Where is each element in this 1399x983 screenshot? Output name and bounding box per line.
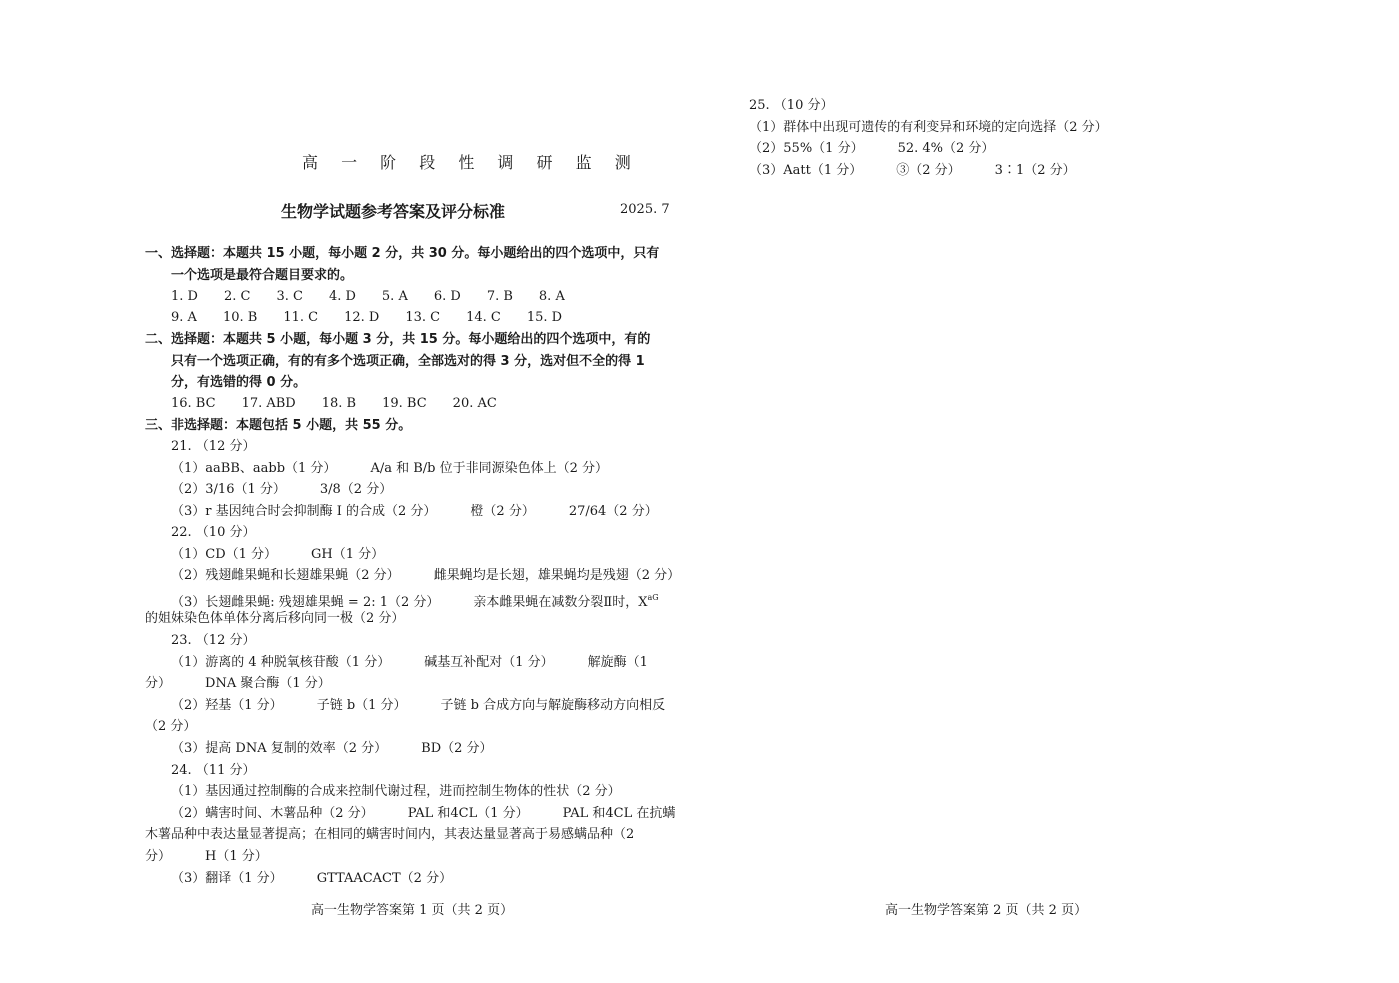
answer-item: 4. D: [328, 289, 356, 304]
answer-part: 子链 b（1 分）: [316, 698, 407, 713]
question-25-head: 25. （10 分）: [749, 98, 834, 113]
answer-row: [171, 396, 497, 412]
answer-part: 解旋酶（1: [587, 655, 648, 670]
answer-line-cont: 木薯品种中表达量显著提高；在相同的螨害时间内，其表达量显著高于易感螨品种（2: [145, 827, 635, 842]
answer-line-cont: 的姐妹染色体单体分离后移向同一极（2 分）: [145, 611, 405, 626]
answer-part: 分）: [145, 676, 172, 691]
answer-line: [171, 698, 665, 714]
answer-part: PAL 和4CL（1 分）: [407, 806, 529, 821]
page-footer-left: 高一生物学答案第 1 页（共 2 页）: [311, 903, 514, 918]
answer-part: （3）Aatt（1 分）: [749, 163, 863, 178]
answer-line: [171, 741, 493, 757]
answer-line: [171, 547, 384, 563]
answer-part: 3∶1（2 分）: [994, 163, 1076, 178]
answer-part: BD（2 分）: [421, 741, 493, 756]
answer-item: 18. B: [321, 396, 357, 411]
answer-item: 13. C: [405, 310, 441, 325]
answer-part: GTTAACACT（2 分）: [316, 871, 453, 886]
answer-line-cont: （2 分）: [145, 719, 197, 734]
answer-part: （3）提高 DNA 复制的效率（2 分）: [171, 741, 388, 756]
answer-part: （2）残翅雌果蝇和长翅雄果蝇（2 分）: [171, 568, 400, 583]
answer-part: 分）: [145, 849, 172, 864]
answer-item: 16. BC: [171, 396, 216, 411]
answer-part: （2）螨害时间、木薯品种（2 分）: [171, 806, 374, 821]
answer-part: GH（1 分）: [311, 547, 385, 562]
answer-part: 碱基互补配对（1 分）: [424, 655, 554, 670]
answer-item: 11. C: [283, 310, 319, 325]
answer-part: H（1 分）: [205, 849, 268, 864]
question-23-head: 23. （12 分）: [171, 633, 256, 648]
answer-item: 9. A: [171, 310, 197, 325]
question-21-head: 21. （12 分）: [171, 439, 256, 454]
answer-item: 17. ABD: [241, 396, 296, 411]
answer-part: （3）长翅雌果蝇: 残翅雄果蝇 = 2: 1（2 分）: [171, 595, 440, 610]
answer-item: 14. C: [466, 310, 501, 325]
answer-row: [171, 289, 565, 305]
answer-part: （1）aaBB、aabb（1 分）: [171, 461, 337, 476]
page-title: 高 一 阶 段 性 调 研 监 测: [302, 153, 640, 172]
answer-line: [171, 590, 659, 611]
answer-part: ③（2 分）: [896, 163, 961, 178]
superscript: aG: [647, 593, 659, 602]
answer-part: （2）55%（1 分）: [749, 141, 864, 156]
answer-part: 亲本雌果蝇在减数分裂Ⅱ时，X: [473, 595, 648, 610]
section-1-heading: 一、选择题：本题共 15 小题，每小题 2 分，共 30 分。每小题给出的四个选项中，只有: [145, 246, 660, 261]
section-1-heading-cont: 一个选项是最符合题目要求的。: [171, 268, 354, 283]
answer-item: 2. C: [223, 289, 251, 304]
document-date: 2025. 7: [620, 202, 670, 217]
answer-part: PAL 和4CL 在抗螨: [562, 806, 676, 821]
answer-line: [171, 806, 675, 822]
answer-line: [171, 568, 680, 584]
answer-item: 7. B: [486, 289, 513, 304]
answer-line-cont: [145, 849, 268, 865]
question-24-head: 24. （11 分）: [171, 763, 256, 778]
answer-part: 雌果蝇均是长翅，雄果蝇均是残翅（2 分）: [433, 568, 681, 583]
answer-line: [171, 504, 658, 520]
answer-item: 5. A: [381, 289, 408, 304]
answer-line: [749, 163, 1076, 179]
answer-line: [171, 871, 452, 887]
section-2-heading: 二、选择题：本题共 5 小题，每小题 3 分，共 15 分。每小题给出的四个选项中，有的: [145, 332, 651, 347]
answer-part: （3）翻译（1 分）: [171, 871, 283, 886]
answer-part: 3/8（2 分）: [319, 482, 393, 497]
answer-part: （3）r 基因纯合时会抑制酶 I 的合成（2 分）: [171, 504, 437, 519]
answer-line-cont: [145, 676, 331, 692]
question-22-head: 22. （10 分）: [171, 525, 256, 540]
answer-item: 20. AC: [452, 396, 497, 411]
answer-line: [749, 141, 994, 157]
answer-item: 6. D: [433, 289, 461, 304]
answer-part: （1）游离的 4 种脱氧核苷酸（1 分）: [171, 655, 391, 670]
answer-line: [171, 655, 648, 671]
answer-part: （2）羟基（1 分）: [171, 698, 283, 713]
answer-line: [171, 461, 608, 477]
answer-item: 1. D: [171, 289, 198, 304]
answer-part: （1）CD（1 分）: [171, 547, 278, 562]
answer-item: 10. B: [222, 310, 258, 325]
answer-row: [171, 310, 562, 326]
section-3-heading: 三、非选择题：本题包括 5 小题，共 55 分。: [145, 418, 412, 433]
document-subtitle: 生物学试题参考答案及评分标准: [281, 202, 506, 221]
page-footer-right: 高一生物学答案第 2 页（共 2 页）: [885, 903, 1088, 918]
answer-item: 8. A: [538, 289, 565, 304]
answer-item: 15. D: [526, 310, 563, 325]
answer-part: 橙（2 分）: [470, 504, 535, 519]
answer-line: （1）基因通过控制酶的合成来控制代谢过程，进而控制生物体的性状（2 分）: [171, 784, 621, 799]
answer-item: 19. BC: [382, 396, 427, 411]
answer-part: 子链 b 合成方向与解旋酶移动方向相反: [440, 698, 666, 713]
section-2-heading-cont: 只有一个选项正确，有的有多个选项正确，全部选对的得 3 分，选对但不全的得 1: [171, 354, 645, 369]
answer-part: 27/64（2 分）: [568, 504, 658, 519]
answer-part: 52. 4%（2 分）: [897, 141, 995, 156]
answer-part: A/a 和 B/b 位于非同源染色体上（2 分）: [370, 461, 609, 476]
answer-line: [171, 482, 392, 498]
section-2-heading-cont: 分，有选错的得 0 分。: [171, 375, 307, 390]
answer-item: 12. D: [344, 310, 380, 325]
answer-part: DNA 聚合酶（1 分）: [205, 676, 331, 691]
answer-line: （1）群体中出现可遗传的有利变异和环境的定向选择（2 分）: [749, 120, 1108, 135]
answer-part: （2）3/16（1 分）: [171, 482, 286, 497]
answer-item: 3. C: [276, 289, 303, 304]
